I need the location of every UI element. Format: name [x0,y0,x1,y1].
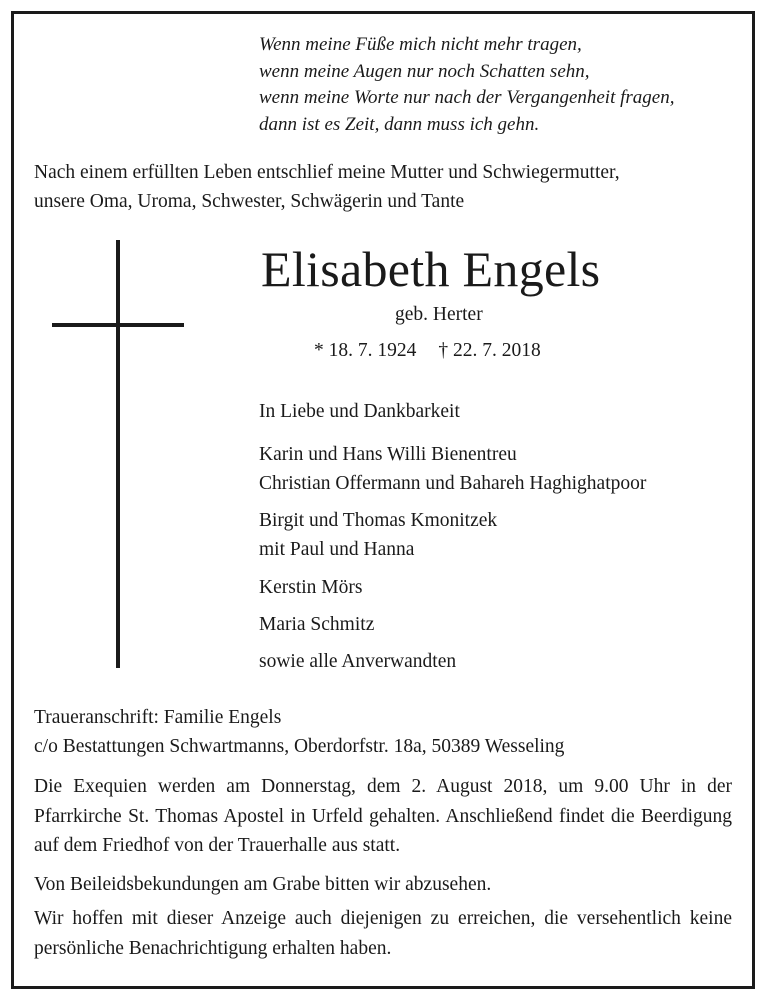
mourner-line: Karin und Hans Willi Bienentreu [259,444,517,465]
death-date: † 22. 7. 2018 [438,340,541,361]
cross-icon [116,240,120,668]
poem-line: wenn meine Augen nur noch Schatten sehn, [259,60,590,82]
intro-line: Nach einem erfüllten Leben entschlief meine Mutter und Schwiegermutter, [34,162,620,183]
birth-date: * 18. 7. 1924 [314,340,417,361]
deceased-name: Elisabeth Engels [261,241,601,297]
condolence-paragraph: Von Beileidsbekundungen am Grabe bitten wir abzusehen. [34,874,492,895]
mourner-line: mit Paul und Hanna [259,539,415,560]
poem [259,32,674,138]
cross-icon-bar [52,323,184,327]
mourner-line: Maria Schmitz [259,614,375,635]
life-dates [314,338,541,364]
poem-line: wenn meine Worte nur nach der Vergangenheit fragen, [259,87,675,108]
mourner-line: Birgit und Thomas Kmonitzek [259,510,498,531]
notification-paragraph: Wir hoffen mit dieser Anzeige auch diejenigen zu erreichen, die versehentlich keine persönliche Benachrichtigung erhalten haben. [34,908,732,959]
address-line: Traueranschrift: Familie Engels [34,707,282,728]
address-line: c/o Bestattungen Schwartmanns, Oberdorfstr. 18a, 50389 Wesseling [34,736,565,757]
funeral-info-paragraph: Die Exequien werden am Donnerstag, dem 2. August 2018, um 9.00 Uhr in der Pfarrkirche St. Thomas Apostel in Urfeld gehalten. Anschließend findet die Beerdigung auf dem Friedhof von der Trauerhalle aus statt. [34,776,732,856]
maiden-name: geb. Herter [395,304,483,325]
mourners-heading: In Liebe und Dankbarkeit [259,401,460,422]
intro-line: unsere Oma, Uroma, Schwester, Schwägerin und Tante [34,190,465,212]
mourner-line: Kerstin Mörs [259,577,363,598]
mourner-line: sowie alle Anverwandten [259,651,457,672]
poem-line: Wenn meine Füße mich nicht mehr tragen, [259,34,582,55]
mourning-address [34,703,564,761]
intro-text [34,159,620,216]
mourner-line: Christian Offermann und Bahareh Haghighatpoor [259,473,647,494]
poem-line: dann ist es Zeit, dann muss ich gehn. [259,113,540,135]
